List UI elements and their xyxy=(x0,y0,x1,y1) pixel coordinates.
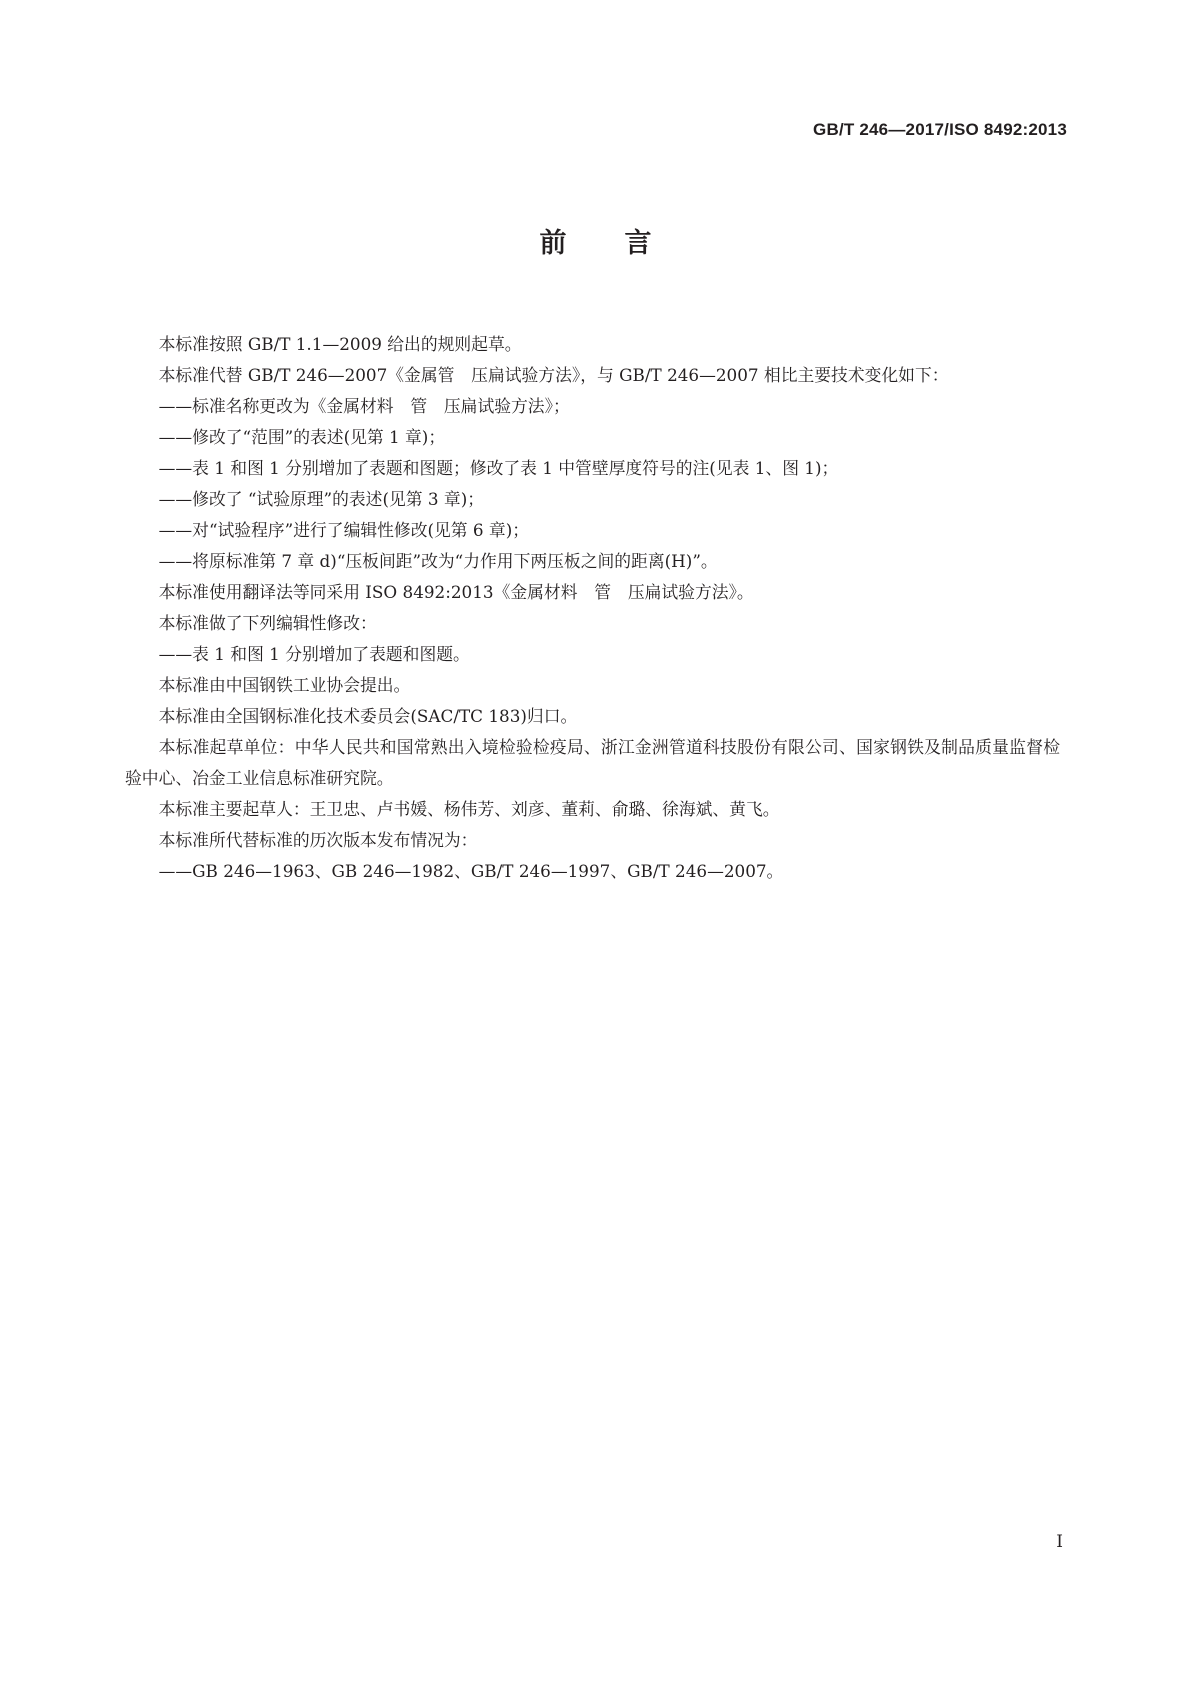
paragraph-history: 本标准所代替标准的历次版本发布情况为： xyxy=(158,830,478,850)
paragraph-committee: 本标准由全国钢标准化技术委员会(SAC/TC 183)归口。 xyxy=(158,706,578,726)
page-title: 前言 xyxy=(539,228,710,259)
change-item-name: ——标准名称更改为《金属材料 管 压扁试验方法》； xyxy=(158,396,570,416)
page-number: I xyxy=(1056,1532,1063,1552)
history-item: ——GB 246—1963、GB 246—1982、GB/T 246—1997、GB/T 246—2007。 xyxy=(158,861,784,881)
standard-code: GB/T 246—2017/ISO 8492:2013 xyxy=(813,120,1067,139)
change-item-principle: ——修改了 “试验原理”的表述(见第 3 章)； xyxy=(158,489,485,509)
foreword-body xyxy=(125,329,1060,887)
change-item-procedure: ——对“试验程序”进行了编辑性修改(见第 6 章)； xyxy=(158,520,530,540)
paragraph-drafting-units: 本标准起草单位：中华人民共和国常熟出入境检验检疫局、浙江金洲管道科技股份有限公司、国家钢铁及制品质量监督检验中心、冶金工业信息标准研究院。 xyxy=(125,737,1060,788)
change-item-table-figure: ——表 1 和图 1 分别增加了表题和图题；修改了表 1 中管壁厚度符号的注(见表 1、图 1)； xyxy=(158,458,839,478)
change-item-scope: ——修改了“范围”的表述(见第 1 章)； xyxy=(158,427,446,447)
paragraph-drafters: 本标准主要起草人：王卫忠、卢书媛、杨伟芳、刘彦、董莉、俞璐、徐海斌、黄飞。 xyxy=(158,799,780,819)
paragraph-translation: 本标准使用翻译法等同采用 ISO 8492:2013《金属材料 管 压扁试验方法》。 xyxy=(158,582,754,602)
paragraph-replacement: 本标准代替 GB/T 246—2007《金属管 压扁试验方法》，与 GB/T 246—2007 相比主要技术变化如下： xyxy=(158,365,949,385)
paragraph-proposer: 本标准由中国钢铁工业协会提出。 xyxy=(158,675,411,695)
paragraph-editorial: 本标准做了下列编辑性修改： xyxy=(158,613,377,633)
paragraph-drafting-rules: 本标准按照 GB/T 1.1—2009 给出的规则起草。 xyxy=(158,334,522,354)
change-item-distance: ——将原标准第 7 章 d)“压板间距”改为“力作用下两压板之间的距离(H)”。 xyxy=(158,551,718,571)
editorial-item: ——表 1 和图 1 分别增加了表题和图题。 xyxy=(158,644,470,664)
